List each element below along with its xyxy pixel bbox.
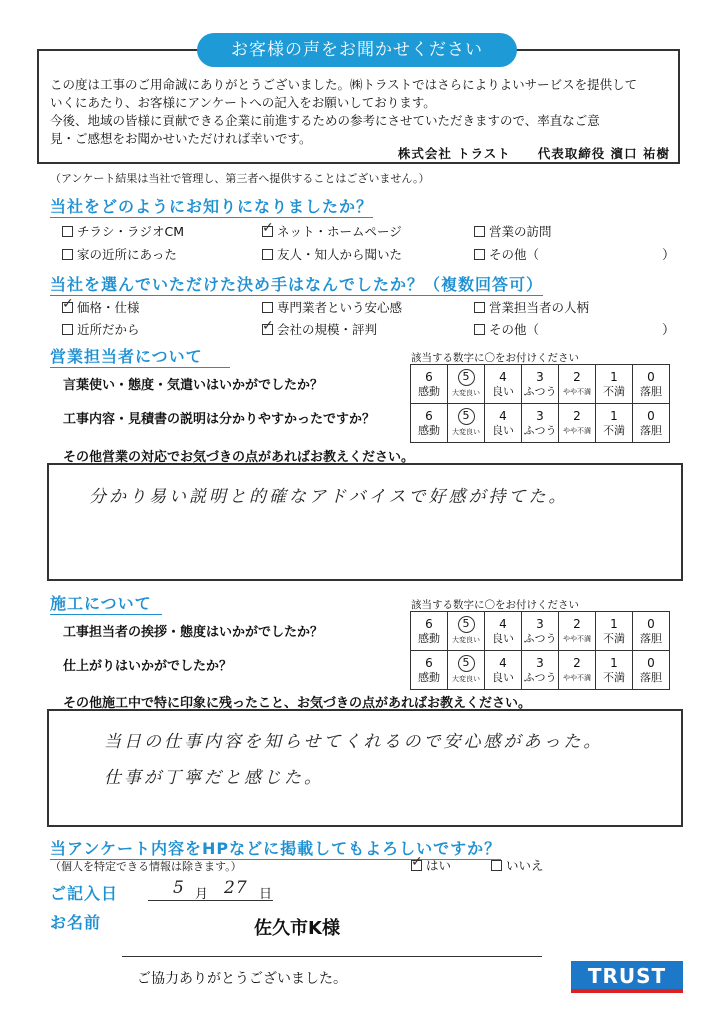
rating-number xyxy=(448,369,484,386)
rating-number: 0 xyxy=(647,616,655,631)
rating-number: 1 xyxy=(610,655,618,670)
checkbox-checked[interactable] xyxy=(262,324,273,335)
option-label: その他（ xyxy=(489,247,540,262)
rating-number: 2 xyxy=(573,408,581,423)
date-field[interactable] xyxy=(148,900,273,901)
rating-label: 不満 xyxy=(603,631,625,645)
option-label: 営業の訪問 xyxy=(489,224,552,239)
rating-cell-3[interactable] xyxy=(522,651,559,690)
disclaimer: （アンケート結果は当社で管理し、第三者へ提供することはございません。） xyxy=(50,172,430,185)
rating-cell-2[interactable] xyxy=(559,404,596,443)
rating-label: 落胆 xyxy=(640,631,662,645)
checkbox[interactable] xyxy=(474,302,485,313)
checkbox-checked[interactable] xyxy=(262,226,273,237)
rating-cell-2[interactable] xyxy=(559,365,596,404)
intro-line: この度は工事のご用命誠にありがとうございました。㈱トラストではさらによりよいサービスを提供して xyxy=(50,77,638,92)
rating-cell-5[interactable] xyxy=(448,612,485,651)
checkbox[interactable] xyxy=(474,249,485,260)
checkbox[interactable] xyxy=(474,226,485,237)
name-label: お名前 xyxy=(50,913,102,932)
option-label: ネット・ホームページ xyxy=(277,224,402,239)
rating-number: 3 xyxy=(536,369,544,384)
rating-cell-4[interactable] xyxy=(485,365,522,404)
paren-close: ） xyxy=(662,248,676,263)
rating-number: 1 xyxy=(610,408,618,423)
q2-option[interactable] xyxy=(262,320,377,338)
rating-cell-3[interactable] xyxy=(522,612,559,651)
sales-question-2: 工事内容・見積書の説明は分かりやすかったですか？ xyxy=(63,412,376,427)
rating-label: 大変良い xyxy=(452,635,480,644)
rating-number xyxy=(448,408,484,425)
construction-answer-box[interactable] xyxy=(47,709,683,827)
rating-number: 1 xyxy=(610,369,618,384)
sales-question-1: 言葉使い・態度・気遣いはいかがでしたか？ xyxy=(63,378,324,393)
construction-question-2: 仕上がりはいかがでしたか？ xyxy=(63,659,233,674)
option-label: チラシ・ラジオCM xyxy=(77,224,185,239)
rating-row xyxy=(411,404,670,443)
q1-option[interactable] xyxy=(262,245,402,263)
q1-option[interactable] xyxy=(62,245,177,263)
option-label: はい xyxy=(426,858,452,873)
checkbox-checked[interactable] xyxy=(62,302,73,313)
construction-section-title: 施工について xyxy=(50,591,162,615)
sales-answer-box[interactable] xyxy=(47,463,683,581)
rating-cell-4[interactable] xyxy=(485,612,522,651)
date-month: 5 xyxy=(173,878,187,898)
option-label: 専門業者という安心感 xyxy=(277,300,403,315)
rating-label: やや不満 xyxy=(563,426,591,435)
rating-label: 大変良い xyxy=(452,388,480,397)
rating-number xyxy=(448,655,484,672)
publish-no[interactable] xyxy=(491,856,544,874)
day-unit: 日 xyxy=(259,887,273,902)
rating-row xyxy=(411,612,670,651)
rating-cell-1[interactable] xyxy=(596,612,633,651)
rating-cell-3[interactable] xyxy=(522,404,559,443)
rating-label: 不満 xyxy=(603,384,625,398)
rating-number xyxy=(448,616,484,633)
rating-label: やや不満 xyxy=(563,634,591,643)
rating-cell-0[interactable] xyxy=(633,651,670,690)
page-title: お客様の声をお聞かせください xyxy=(197,33,517,67)
q2-option[interactable] xyxy=(474,320,539,338)
q2-title: 当社を選んでいただけた決め手はなんでしたか？（複数回答可） xyxy=(50,272,543,296)
rating-label: やや不満 xyxy=(563,387,591,396)
rating-label: 良い xyxy=(492,631,514,645)
rating-caption: 該当する数字に〇をお付けください xyxy=(411,599,579,611)
rating-label: 感動 xyxy=(418,423,440,437)
rating-cell-0[interactable] xyxy=(633,612,670,651)
intro-text xyxy=(50,76,672,148)
option-label: 近所だから xyxy=(77,322,140,337)
q2-option[interactable] xyxy=(62,320,140,338)
thanks-text: ご協力ありがとうございました。 xyxy=(137,971,347,987)
rating-number: 2 xyxy=(573,616,581,631)
option-label: その他（ xyxy=(489,322,540,337)
q1-option[interactable] xyxy=(474,245,539,263)
rating-label: 不満 xyxy=(603,670,625,684)
rating-number: 4 xyxy=(499,616,507,631)
option-label: 価格・仕様 xyxy=(77,300,140,315)
rating-label: やや不満 xyxy=(563,673,591,682)
rating-cell-6[interactable] xyxy=(411,365,448,404)
option-label: 営業担当者の人柄 xyxy=(489,300,590,315)
intro-line: 今後、地域の皆様に貢献できる企業に前進するための参考にさせていただきますので、率直なご意 xyxy=(50,113,600,128)
rating-number: 6 xyxy=(425,616,433,631)
rating-cell-6[interactable] xyxy=(411,612,448,651)
checkbox[interactable] xyxy=(62,324,73,335)
construction-question-1: 工事担当者の挨拶・態度はいかがでしたか？ xyxy=(63,625,324,640)
rating-cell-0[interactable] xyxy=(633,365,670,404)
rating-label: 感動 xyxy=(418,631,440,645)
rating-label: 落胆 xyxy=(640,423,662,437)
customer-name: 佐久市K様 xyxy=(254,918,340,939)
rating-cell-6[interactable] xyxy=(411,651,448,690)
checkbox[interactable] xyxy=(62,226,73,237)
rating-label: ふつう xyxy=(523,423,557,437)
checkbox[interactable] xyxy=(474,324,485,335)
rating-cell-5[interactable] xyxy=(448,365,485,404)
rating-label: 良い xyxy=(492,670,514,684)
month-unit: 月 xyxy=(195,887,209,902)
rating-label: 良い xyxy=(492,423,514,437)
construction-free-question: その他施工中で特に印象に残ったこと、お気づきの点があればお教えください。 xyxy=(63,696,532,711)
rating-number: 0 xyxy=(647,655,655,670)
checkbox[interactable] xyxy=(491,860,502,871)
option-label: いいえ xyxy=(506,858,544,873)
q1-title: 当社をどのようにお知りになりましたか？ xyxy=(50,194,373,218)
rating-label: 落胆 xyxy=(640,384,662,398)
q1-option[interactable] xyxy=(474,222,552,240)
selected-circle-mark: 5 xyxy=(458,408,475,425)
rating-number: 4 xyxy=(499,369,507,384)
construction-answer-line: 当日の仕事内容を知らせてくれるので安心感があった。 xyxy=(104,732,604,752)
date-day: 27 xyxy=(224,878,248,898)
rating-number: 3 xyxy=(536,655,544,670)
rating-cell-6[interactable] xyxy=(411,404,448,443)
rating-label: 大変良い xyxy=(452,427,480,436)
rating-label: 良い xyxy=(492,384,514,398)
rating-cell-1[interactable] xyxy=(596,404,633,443)
rating-label: 落胆 xyxy=(640,670,662,684)
rating-number: 6 xyxy=(425,655,433,670)
checkbox[interactable] xyxy=(262,249,273,260)
rating-cell-2[interactable] xyxy=(559,651,596,690)
sales-free-question: その他営業の対応でお気づきの点があればお教えください。 xyxy=(63,450,415,465)
rating-caption: 該当する数字に〇をお付けください xyxy=(411,352,579,364)
sales-answer-text: 分かり易い説明と的確なアドバイスで好感が持てた。 xyxy=(89,487,569,507)
rating-cell-4[interactable] xyxy=(485,651,522,690)
selected-circle-mark: 5 xyxy=(458,616,475,633)
q2-option[interactable] xyxy=(262,298,402,316)
rating-number: 3 xyxy=(536,408,544,423)
rating-cell-5[interactable] xyxy=(448,404,485,443)
publish-title: 当アンケート内容をHPなどに掲載してもよろしいですか？ xyxy=(50,836,501,860)
name-field[interactable] xyxy=(122,956,542,957)
construction-rating-table xyxy=(410,611,670,690)
rating-number: 4 xyxy=(499,655,507,670)
q1-option[interactable] xyxy=(262,222,402,240)
rating-number: 4 xyxy=(499,408,507,423)
company-signature: 株式会社 トラスト 代表取締役 濱口 祐樹 xyxy=(397,146,670,161)
trust-logo: TRUST xyxy=(571,961,683,991)
date-label: ご記入日 xyxy=(50,884,119,903)
rating-label: 大変良い xyxy=(452,674,480,683)
rating-number: 1 xyxy=(610,616,618,631)
rating-cell-0[interactable] xyxy=(633,404,670,443)
rating-label: 不満 xyxy=(603,423,625,437)
option-label: 友人・知人から聞いた xyxy=(277,247,403,262)
publish-yes[interactable] xyxy=(411,856,451,874)
rating-label: ふつう xyxy=(523,384,557,398)
option-label: 会社の規模・評判 xyxy=(277,322,378,337)
rating-cell-3[interactable] xyxy=(522,365,559,404)
logo-accent-bar xyxy=(571,989,683,993)
selected-circle-mark: 5 xyxy=(458,655,475,672)
q2-option[interactable] xyxy=(474,298,589,316)
rating-number: 6 xyxy=(425,369,433,384)
rating-number: 0 xyxy=(647,408,655,423)
rating-label: 感動 xyxy=(418,670,440,684)
sales-section-title: 営業担当者について xyxy=(50,344,230,368)
rating-row xyxy=(411,365,670,404)
rating-number: 2 xyxy=(573,369,581,384)
rating-cell-5[interactable] xyxy=(448,651,485,690)
rating-cell-1[interactable] xyxy=(596,365,633,404)
rating-label: ふつう xyxy=(523,670,557,684)
rating-cell-2[interactable] xyxy=(559,612,596,651)
sales-rating-table xyxy=(410,364,670,443)
q2-option[interactable] xyxy=(62,298,140,316)
q1-option[interactable] xyxy=(62,222,184,240)
publish-note: （個人を特定できる情報は除きます。） xyxy=(50,860,242,873)
construction-answer-line: 仕事が丁寧だと感じた。 xyxy=(104,768,324,788)
rating-number: 0 xyxy=(647,369,655,384)
rating-number: 6 xyxy=(425,408,433,423)
intro-line: いくにあたり、お客様にアンケートへの記入をお願いしております。 xyxy=(50,95,436,110)
paren-close: ） xyxy=(662,323,676,338)
intro-line: 見・ご感想をお聞かせいただければ幸いです。 xyxy=(50,131,312,146)
rating-cell-4[interactable] xyxy=(485,404,522,443)
rating-number: 3 xyxy=(536,616,544,631)
checkbox-checked[interactable] xyxy=(411,860,422,871)
option-label: 家の近所にあった xyxy=(77,247,177,262)
rating-label: 感動 xyxy=(418,384,440,398)
rating-row xyxy=(411,651,670,690)
rating-label: ふつう xyxy=(523,631,557,645)
checkbox[interactable] xyxy=(62,249,73,260)
checkbox[interactable] xyxy=(262,302,273,313)
selected-circle-mark: 5 xyxy=(458,369,475,386)
rating-cell-1[interactable] xyxy=(596,651,633,690)
rating-number: 2 xyxy=(573,655,581,670)
